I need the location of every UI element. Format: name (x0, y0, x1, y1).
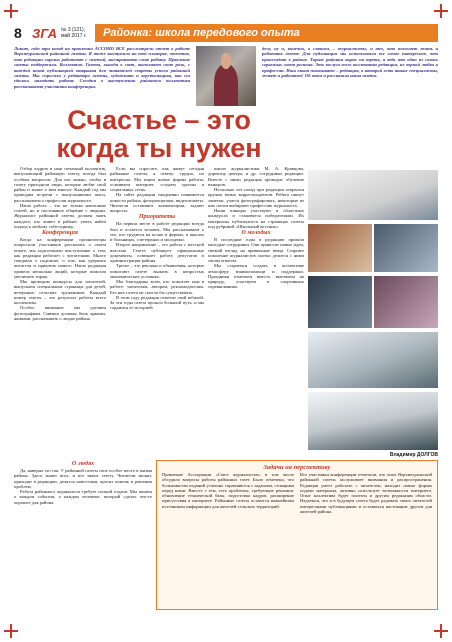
box-title: Задачи на перспективу (263, 464, 331, 471)
group-photo (374, 224, 438, 272)
article-column-3: школе журналистики М. А. Кравцова, директор центра, и др. сотрудники редакции. Вместе с ними редакция проводит обучение юнкоров. Несколько лет назад при редакции открылся кружок юных корреспондентов. Ребята пишут заметки, учатся фотографировать, некоторые из них потом выбирают профессию журналиста. Наши юнкоры участвуют в областных конкурсах и становятся победителями. Их материалы публикуются на страницах газеты под рубрикой «Школьный вестник». О молодых В последние годы в редакцию пришли молодые сотрудники. Они приносят новые идеи, свежий взгляд на привычные вещи. Старшее поколение журналистов охотно делится с ними своим опытом. Мы стараемся создать в коллективе атмосферу взаимопомощи и поддержки. Праздники отмечаем вместе, выезжаем на природу, участвуем в спортивных соревнованиях. (208, 166, 304, 290)
registration-mark (4, 624, 18, 638)
photo-collage (308, 170, 438, 450)
article-column-1: Отбор кадров в наш печатный коллектив, выпускающий районную газету, всегда был особым вопросом. Для нас важно, чтобы в газету приходили люди, которые любят свой район и знают о нем многое. Каждый год мы проводим встречи с выпускниками школ, рассказываем о профессии журналиста. Наша работа – это не только написание статей, но и постоянное общение с людьми. Журналист районной газеты должен знать каждого, кто живет в районе, уметь найти подход к любому собеседнику. Конференция Когда на конференции организаторы попросили участников рассказать о своем опыте, мы подготовили выступление о том, как редакция работает с читателями. Много говорили о подписке, о том, как удержать читателя и привлечь нового. Наша редакция провела несколько акций, которые помогли увеличить тираж. Мы проводим конкурсы для читателей, выпускаем специальные страницы для детей, ветеранов, сельских тружеников. Каждый номер газеты – это результат работы всего коллектива. Особое внимание мы уделяем фотографиям. Снимки должны быть яркими, живыми, рассказывать о людях района. (14, 166, 106, 321)
subhead-young: О молодых (241, 230, 271, 236)
group-photo (308, 276, 372, 328)
group-photo (308, 224, 372, 272)
lead-text-right: делу, ну и, конечно, о главном, – журналистах, и тех, кто помогает жить и работать газете. Для публикации мы использовали все самое интересное, что происходит в районе. Тираж районки вырос на треть, а ведь это одна из самых серьезных газет региона. Это заслуга всего коллектива редакции, их верной любви к профессии. Наш опыт показывает – редакция, в которой есть такие специалисты, живет и работает! Об этом и рассказала наша газета. (262, 46, 438, 79)
portrait-photo (196, 46, 256, 106)
box-text-left: Правление Ассоциации «Союз журналистов» в том числе обсудило вопросы работы районных газет. Было отмечено, что большинство изданий успешно справляются с задачами, стоящими перед ними. Вместе с тем, есть проблемы, требующие решения: обновление технической базы, подготовка кадров, расширение присутствия в интернете. Районные газеты остаются важнейшим источником информации для жителей сельских территорий. (162, 472, 294, 509)
subhead-conference: Конференция (42, 230, 78, 236)
subhead-priorities: Приоритеты (138, 214, 176, 221)
sidebar-box (156, 460, 438, 610)
issue-info: № 3 (121), май 2017 г. (61, 27, 87, 39)
newspaper-logo: ЗГА (32, 25, 58, 41)
registration-mark (434, 624, 448, 638)
article-headline: Счастье – это когда ты нужен (56, 105, 262, 163)
page-header (14, 22, 438, 44)
lead-text-left: Линию, года три назад на правлении АССОНО ВСЕ рассмотрели отчет о работе Верхнеуральской районной газеты. Я тоже выступила на той планерке, отметив, что редакции хорошо работают с газетой, выстраивают свою работу. Правление газеты поддержали. Коллектив. Газета, выходя в свет, выполняет свою роль, с каждой новой публикацией открывая для читателей секреты успеха районной газеты. Мы спросили у редактора газеты, художника и верстальщика, как им удалось наладить работу. Сегодня о выступлении районного коллектива рассказывают участники конференции. (14, 46, 190, 89)
group-photo (308, 392, 438, 450)
page-number: 8 (14, 25, 22, 41)
box-text-right: Все участники конференции отметили, что опыт Верхнеуральской районной газеты заслуживает внимания и распространения. Редакция умеет работать с читателем, находит новые формы подачи материала, активно использует возможности интернета. Опыт коллектива будет полезен и другим редакциям области. Надеемся, что и в будущем газета будет радовать своих читателей интересными публикациями и оставаться настоящим другом для жителей района. (300, 472, 432, 514)
article-column-1b: О людях Да, наверно это так. У районной газеты свое особое место в жизни района. Здесь знают всех, и все знают газету. Читатели звонят, приходят в редакцию, делятся новостями, просят помочь в решении проблем. Работа районного журналиста требует полной отдачи. Мы пишем о каждом событии, о каждом человеке, который сделал что-то хорошее для района. (14, 461, 152, 505)
photo-credit: Владимир ДОЛГОВ (389, 452, 438, 458)
group-photo (308, 170, 438, 220)
rubric-banner: Районка: школа передового опыта (95, 24, 438, 42)
subhead-people: О людях (71, 461, 95, 467)
group-photo (374, 276, 438, 328)
registration-mark (434, 4, 448, 18)
group-photo (308, 332, 438, 388)
lead-section (14, 46, 438, 106)
registration-mark (4, 4, 18, 18)
article-column-2: Если вы спросите, как живут сегодня районные газеты, я отвечу: трудно, но интересно. Мы ищем новые формы работы, осваиваем интернет, создаем группы в социальных сетях. На сайте редакции ежедневно появляются новости района, фоторепортажи, видеосюжеты. Читатели оставляют комментарии, задают вопросы. Приоритеты На первом месте в работе редакции всегда был и остается человек. Мы рассказываем о тех, кто трудится на полях и фермах, в школах и больницах, о ветеранах и молодежи. Второе направление – это работа с местной властью. Газета публикует официальные документы, освещает работу депутатов и администрации района. Третье – это реклама и объявления, которые помогают газете выжить в непростых экономических условиях. Мы благодарны всем, кто помогает нам в работе: читателям, авторам, рекламодателям. Без них газета не смогла бы существовать. В этом году редакция отметит свой юбилей. За эти годы газета прошла большой путь, и мы гордимся ее историей. (110, 166, 204, 311)
